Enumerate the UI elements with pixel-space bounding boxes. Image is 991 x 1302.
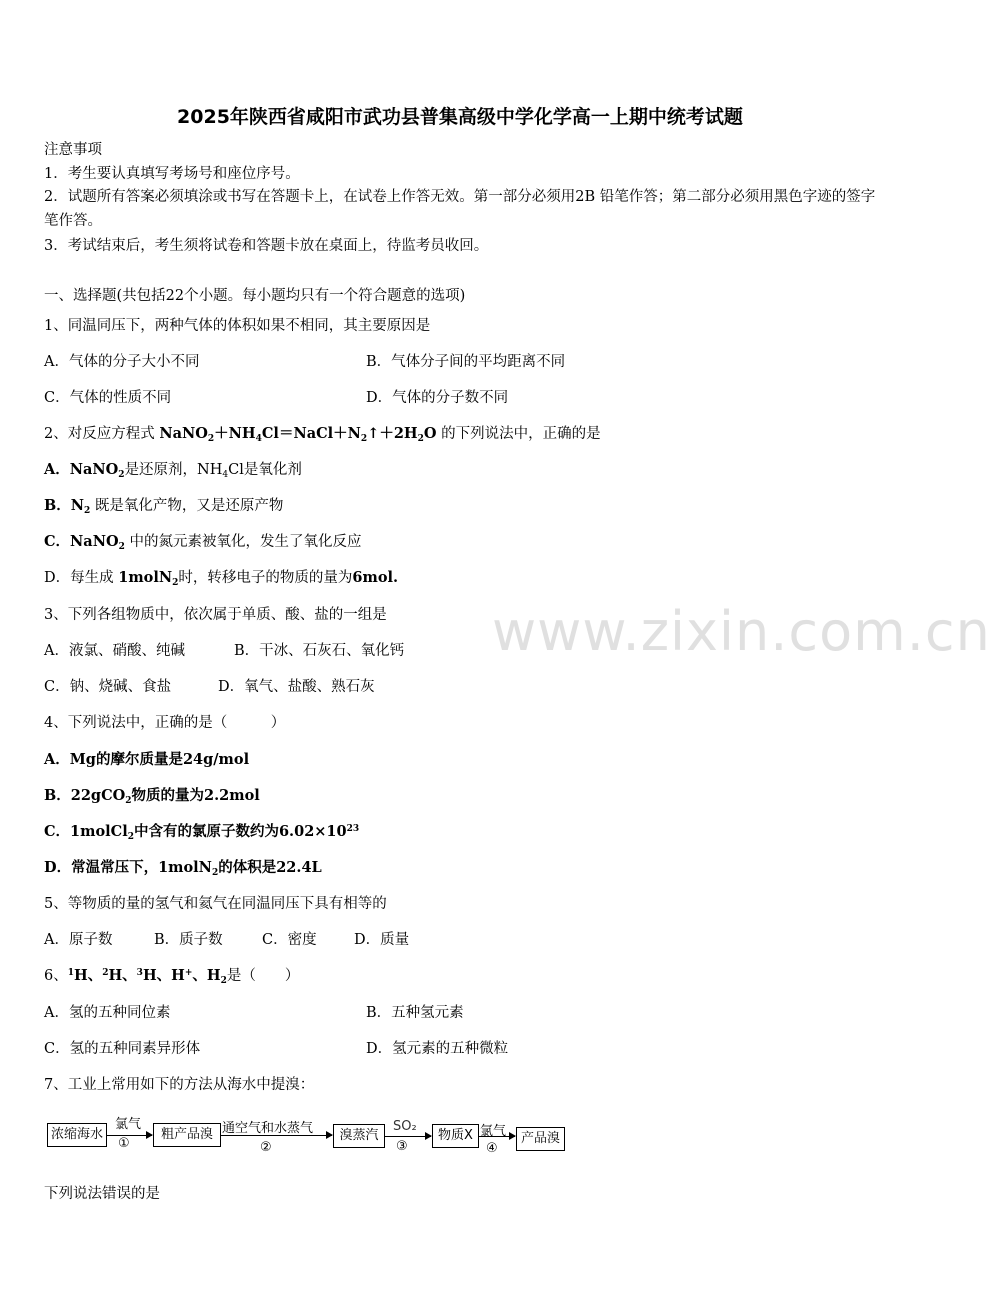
q1-stem: 1、同温同压下，两种气体的体积如果不相同，其主要原因是 <box>44 318 431 334</box>
flow-step-4: ④ <box>486 1141 498 1156</box>
q4-option-d: D．常温常压下，1molN$_2$的体积是22.4L <box>44 859 322 878</box>
q2-option-d: D．每生成 1molN$_2$时，转移电子的物质的量为6mol. <box>44 569 399 588</box>
notice-heading: 注意事项 <box>44 142 102 158</box>
q6-option-c: C．氢的五种同素异形体 <box>44 1041 201 1057</box>
q2-option-b: B．$N_2$ 既是氧化产物，又是还原产物 <box>44 497 284 516</box>
flow-box-seawater: 浓缩海水 <box>47 1123 107 1147</box>
flow-box-crude-bromine: 粗产品溴 <box>153 1123 221 1147</box>
q1-option-c: C．气体的性质不同 <box>44 390 172 406</box>
flow-label-4: 氯气 <box>480 1124 507 1139</box>
flow-label-2: 通空气和水蒸气 <box>222 1121 314 1136</box>
q6-option-b: B．五种氢元素 <box>366 1005 464 1021</box>
q5-option-c: C．密度 <box>262 932 317 948</box>
q3-option-a: A．液氯、硝酸、纯碱 <box>44 643 185 659</box>
q1-option-a: A．气体的分子大小不同 <box>44 354 200 370</box>
flow-box-product-bromine: 产品溴 <box>516 1127 565 1151</box>
q6-option-d: D．氢元素的五种微粒 <box>366 1041 509 1057</box>
q6-stem: 6、$^1$H、$^2$H、$^3$H、H+、$H_2$是（ ） <box>44 967 300 986</box>
page-title: 2025年陕西省咸阳市武功县普集高级中学化学高一上期中统考试题 <box>177 106 743 128</box>
q3-option-c: C．钠、烧碱、食盐 <box>44 679 172 695</box>
notice-item-3: 3．考试结束后，考生须将试卷和答题卡放在桌面上，待监考员收回。 <box>44 238 489 254</box>
q4-option-b: B．22gCO$_2$物质的量为2.2mol <box>44 787 260 806</box>
flow-arrow-3 <box>384 1136 431 1137</box>
q4-option-c: C．1molCl$_2$中含有的氯原子数约为$6.02\times 10^{23}$ <box>44 823 360 842</box>
flow-label-3: SO₂ <box>393 1119 417 1134</box>
q3-option-d: D．氧气、盐酸、熟石灰 <box>218 679 375 695</box>
notice-item-2: 2．试题所有答案必须填涂或书写在答题卡上，在试卷上作答无效。第一部分必须用2B 铅笔作答；第二部分必须用黑色字迹的签字笔作答。 <box>44 189 876 229</box>
q5-stem: 5、等物质的量的氢气和氦气在同温同压下具有相等的 <box>44 896 387 912</box>
q1-option-d: D．气体的分子数不同 <box>366 390 509 406</box>
flow-box-bromine-vapor: 溴蒸汽 <box>333 1124 385 1148</box>
q7-stem: 7、工业上常用如下的方法从海水中提溴： <box>44 1077 315 1093</box>
watermark: www.zixin.com.cn <box>492 600 991 663</box>
flow-label-1: 氯气 <box>115 1117 142 1132</box>
notice-item-1: 1．考生要认真填写考场号和座位序号。 <box>44 166 300 182</box>
q4-stem: 4、下列说法中，正确的是（ ） <box>44 715 286 731</box>
flow-step-3: ③ <box>396 1139 408 1154</box>
section-heading: 一、选择题(共包括22个小题。每小题均只有一个符合题意的选项) <box>44 288 466 304</box>
q4-option-a: A．Mg的摩尔质量是24g/mol <box>44 751 250 768</box>
q2-option-c: C．NaNO$_2$ 中的氮元素被氧化，发生了氧化反应 <box>44 533 362 552</box>
q3-option-b: B．干冰、石灰石、氧化钙 <box>234 643 405 659</box>
q5-option-a: A．原子数 <box>44 932 113 948</box>
q5-option-b: B．质子数 <box>154 932 223 948</box>
q5-option-d: D．质量 <box>354 932 410 948</box>
q7-after-text: 下列说法错误的是 <box>44 1186 160 1202</box>
q2-stem: 2、对反应方程式 $NaNO_2+NH_4Cl=NaCl+N_2↑+2H_2O$ 的下列说法中，正确的是 <box>44 425 601 444</box>
flow-step-2: ② <box>260 1140 272 1155</box>
q6-option-a: A．氢的五种同位素 <box>44 1005 171 1021</box>
q2-option-a: A．NaNO$_2$是还原剂，$NH_4Cl$是氧化剂 <box>44 461 302 480</box>
q1-option-b: B．气体分子间的平均距离不同 <box>366 354 566 370</box>
q3-stem: 3、下列各组物质中，依次属于单质、酸、盐的一组是 <box>44 607 387 623</box>
flow-box-substance-x: 物质X <box>432 1124 479 1148</box>
flow-step-1: ① <box>118 1136 130 1151</box>
